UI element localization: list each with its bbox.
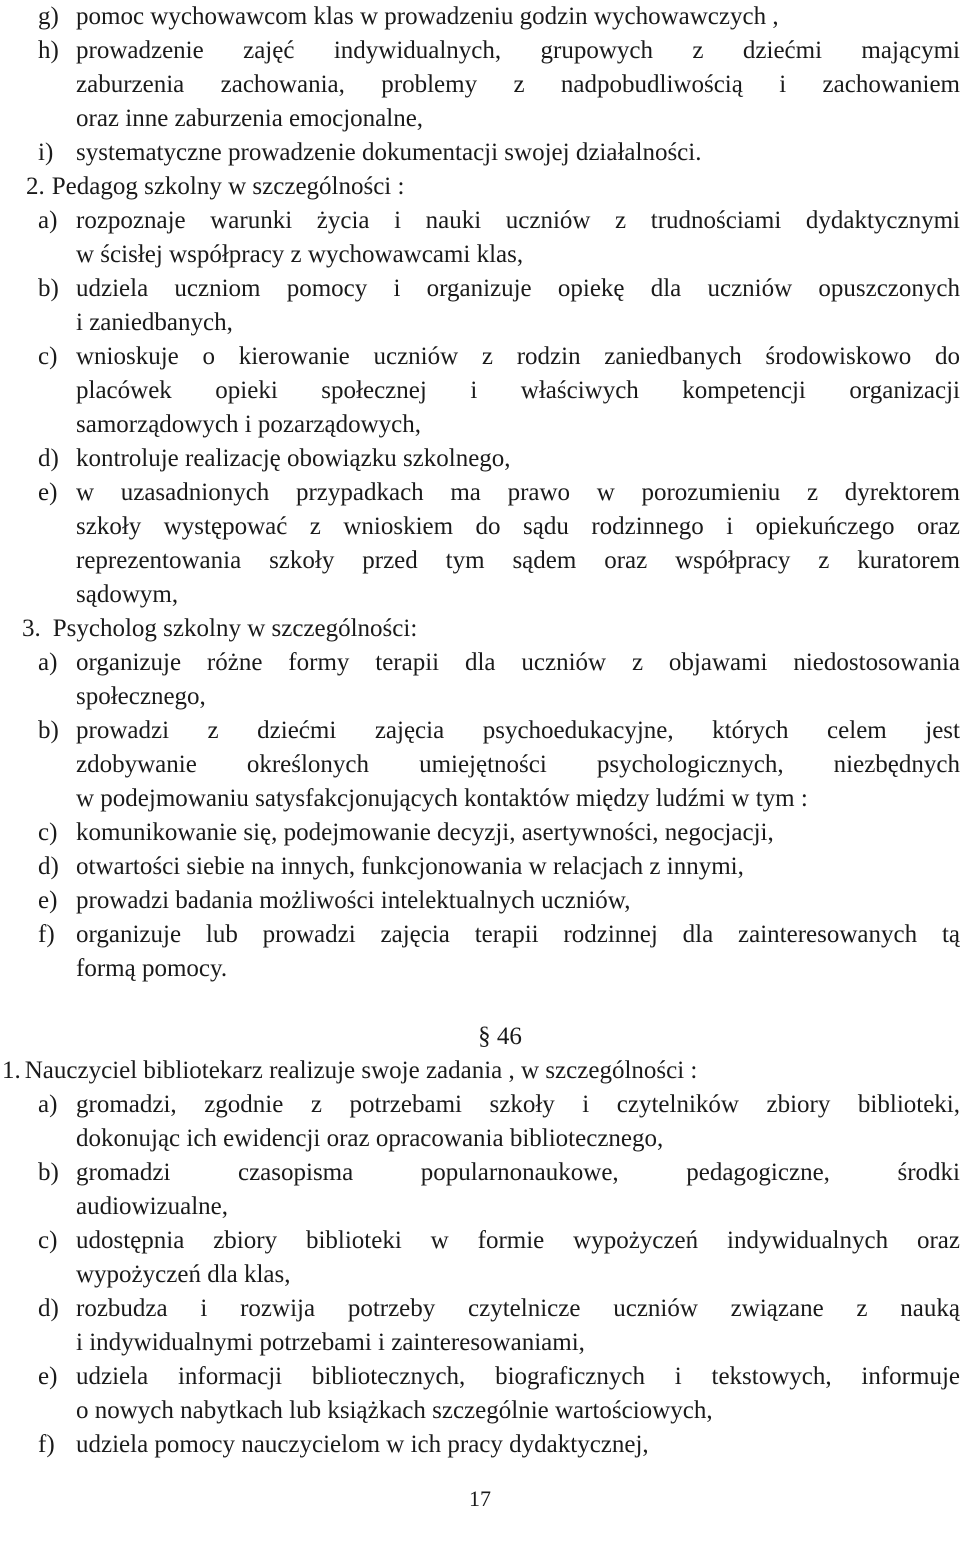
text-line: udziela pomocy nauczycielom w ich pracy dydaktycznej, (76, 1431, 649, 1458)
list-item-label: e) (38, 479, 58, 506)
section-number: 3. (22, 615, 41, 642)
list-item-text (76, 918, 960, 986)
text-line: w uzasadnionych przypadkach ma prawo w porozumieniu z dyrektorem (76, 479, 960, 506)
text-line: udziela uczniom pomocy i organizuje opiekę dla uczniów opuszczonych (76, 275, 960, 302)
list-item (0, 714, 960, 816)
list-item-label: i) (38, 139, 54, 166)
section-heading (0, 170, 960, 204)
list-item-text (76, 1156, 960, 1224)
text-line: w podejmowaniu satysfakcjonujących kontaktów między ludźmi w tym : (76, 785, 808, 812)
list-item (0, 1292, 960, 1360)
text-line: szkoły występować z wnioskiem do sądu rodzinnego i opiekuńczego oraz (76, 513, 960, 540)
list-item (0, 1088, 960, 1156)
list-item-text (76, 0, 960, 34)
list-item-text (76, 476, 960, 612)
section-heading (0, 1054, 960, 1088)
paragraph-mark: § 46 (478, 1023, 522, 1050)
section-title: Psycholog szkolny w szczególności: (52, 615, 418, 642)
list-item-text (76, 272, 960, 340)
list-item-text (76, 1428, 960, 1462)
list-item-label: f) (38, 1431, 55, 1458)
list-item-label: d) (38, 1295, 59, 1322)
list-item-label: g) (38, 3, 59, 30)
list-item-text (76, 204, 960, 272)
text-line: wypożyczeń dla klas, (76, 1261, 291, 1288)
list-item-label: e) (38, 1363, 58, 1390)
list-item (0, 918, 960, 986)
text-line: społecznego, (76, 683, 206, 710)
list-item-text (76, 1224, 960, 1292)
list-item-text (76, 646, 960, 714)
list-item-label: e) (38, 887, 58, 914)
list-item-label: a) (38, 649, 58, 676)
list-item-label: c) (38, 819, 58, 846)
text-line: prowadzi z dziećmi zajęcia psychoedukacyjne, których celem jest (76, 717, 960, 744)
text-line: sądowym, (76, 581, 179, 608)
text-line: udziela informacji bibliotecznych, biograficznych i tekstowych, informuje (76, 1363, 960, 1390)
list-item (0, 1156, 960, 1224)
section-number: 1. (2, 1057, 21, 1084)
section-heading (0, 612, 960, 646)
text-line: w ścisłej współpracy z wychowawcami klas, (76, 241, 524, 268)
text-line: rozpoznaje warunki życia i nauki uczniów z trudnościami dydaktycznymi (76, 207, 960, 234)
list-item-label: c) (38, 1227, 58, 1254)
text-line: formą pomocy. (76, 955, 228, 982)
text-line: prowadzenie zajęć indywidualnych, grupowych z dziećmi mającymi (76, 37, 960, 64)
text-line: dokonując ich ewidencji oraz opracowania bibliotecznego, (76, 1125, 664, 1152)
list-item (0, 646, 960, 714)
text-line: gromadzi, zgodnie z potrzebami szkoły i czytelników zbiory biblioteki, (76, 1091, 960, 1118)
list-item (0, 476, 960, 612)
list-item-text (76, 816, 960, 850)
list-item (0, 1224, 960, 1292)
list-item-label: f) (38, 921, 55, 948)
text-line: organizuje lub prowadzi zajęcia terapii rodzinnej dla zainteresowanych tą (76, 921, 960, 948)
list-item (0, 850, 960, 884)
text-line: zaburzenia zachowania, problemy z nadpobudliwością i zachowaniem (76, 71, 960, 98)
list-item (0, 204, 960, 272)
text-line: zdobywanie określonych umiejętności psychologicznych, niezbędnych (76, 751, 960, 778)
list-item (0, 0, 960, 34)
list-item-text (76, 442, 960, 476)
text-line: komunikowanie się, podejmowanie decyzji, asertywności, negocjacji, (76, 819, 774, 846)
text-line: o nowych nabytkach lub książkach szczególnie wartościowych, (76, 1397, 713, 1424)
list-item-text (76, 884, 960, 918)
text-line: i indywidualnymi potrzebami i zainteresowaniami, (76, 1329, 585, 1356)
list-item (0, 340, 960, 442)
text-line: reprezentowania szkoły przed tym sądem oraz współpracy z kuratorem (76, 547, 960, 574)
list-item (0, 884, 960, 918)
section-title: Nauczyciel bibliotekarz realizuje swoje zadania , w szczególności : (24, 1057, 698, 1084)
text-line: prowadzi badania możliwości intelektualnych uczniów, (76, 887, 631, 914)
list-item-label: c) (38, 343, 58, 370)
list-item-label: h) (38, 37, 59, 64)
list-item-text (76, 1292, 960, 1360)
text-line: udostępnia zbiory biblioteki w formie wypożyczeń indywidualnych oraz (76, 1227, 960, 1254)
text-line: i zaniedbanych, (76, 309, 233, 336)
list-item-text (76, 340, 960, 442)
text-line: placówek opieki społecznej i właściwych kompetencji organizacji (76, 377, 960, 404)
list-item-label: b) (38, 717, 59, 744)
section-number: 2. (26, 173, 45, 200)
list-item (0, 136, 960, 170)
text-line: samorządowych i pozarządowych, (76, 411, 421, 438)
text-line: rozbudza i rozwija potrzeby czytelnicze uczniów związane z nauką (76, 1295, 960, 1322)
list-item-label: a) (38, 207, 58, 234)
list-item-text (76, 1360, 960, 1428)
list-item-label: d) (38, 445, 59, 472)
text-line: oraz inne zaburzenia emocjonalne, (76, 105, 424, 132)
list-item (0, 1428, 960, 1462)
list-item (0, 442, 960, 476)
list-item (0, 816, 960, 850)
page-number: 17 (469, 1486, 491, 1511)
list-item-label: d) (38, 853, 59, 880)
list-item-text (76, 714, 960, 816)
text-line: otwartości siebie na innych, funkcjonowania w relacjach z innymi, (76, 853, 744, 880)
list-item (0, 1360, 960, 1428)
list-item-text (76, 136, 960, 170)
list-item-text (76, 850, 960, 884)
text-line: audiowizualne, (76, 1193, 229, 1220)
list-item-text (76, 34, 960, 136)
text-line: wnioskuje o kierowanie uczniów z rodzin zaniedbanych środowiskowo do (76, 343, 960, 370)
list-item-label: b) (38, 275, 59, 302)
list-item (0, 34, 960, 136)
list-item-label: b) (38, 1159, 59, 1186)
text-line: gromadzi czasopisma popularnonaukowe, pedagogiczne, środki (76, 1159, 960, 1186)
section-title: Pedagog szkolny w szczególności : (51, 173, 405, 200)
text-line: organizuje różne formy terapii dla uczniów z objawami niedostosowania (76, 649, 960, 676)
list-item (0, 272, 960, 340)
list-item-label: a) (38, 1091, 58, 1118)
list-item-text (76, 1088, 960, 1156)
text-line: pomoc wychowawcom klas w prowadzeniu godzin wychowawczych , (76, 3, 779, 30)
text-line: systematyczne prowadzenie dokumentacji swojej działalności. (76, 139, 702, 166)
text-line: kontroluje realizację obowiązku szkolnego, (76, 445, 511, 472)
